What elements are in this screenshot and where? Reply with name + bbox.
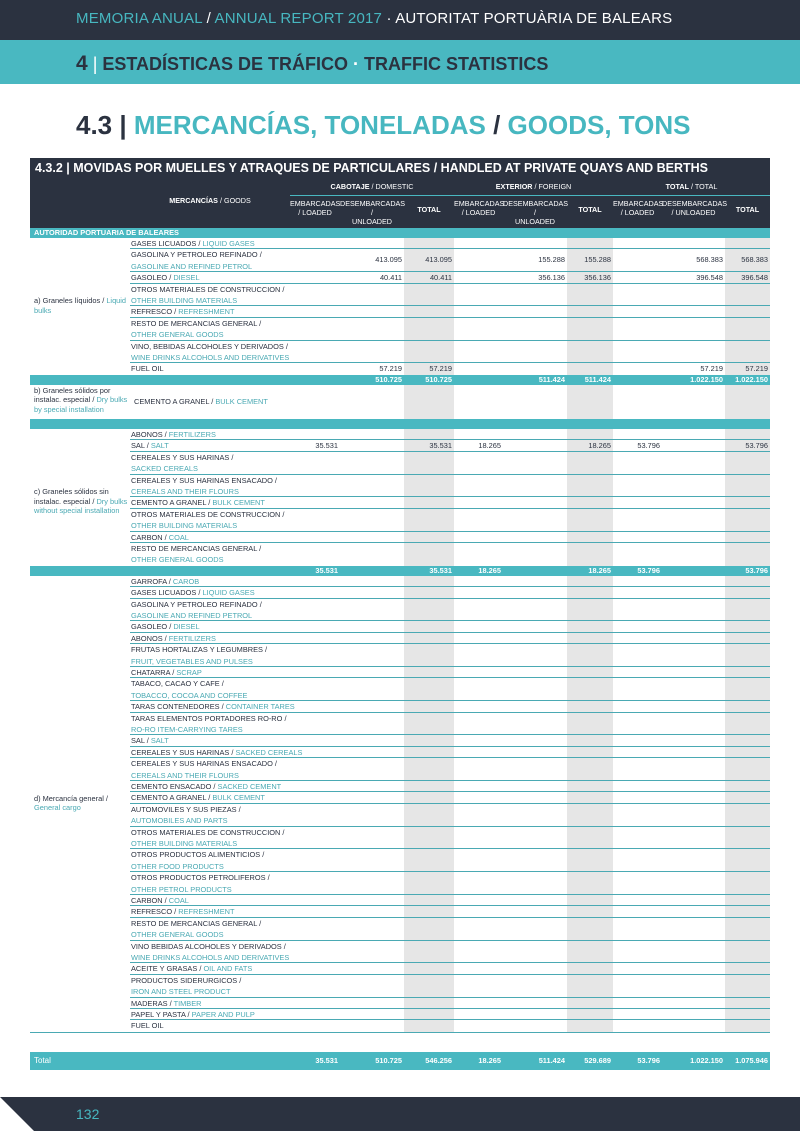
- page-footer: [0, 1097, 800, 1131]
- goods-row-label: VINO BEBIDAS ALCOHOLES Y DERIVADOS / WINE DRINKS ALCOHOLS AND DERIVATIVES: [131, 941, 290, 962]
- goods-row-label: PRODUCTOS SIDERURGICOS / IRON AND STEEL PRODUCT: [131, 975, 242, 997]
- label-es: GASOLEO /: [131, 273, 174, 283]
- label-es: FUEL OIL: [131, 1021, 164, 1031]
- label-es: FUEL OIL: [131, 364, 164, 374]
- label-en: REFRESHMENT: [178, 907, 235, 917]
- subtotal-value: 510.725: [375, 374, 402, 384]
- goods-row-label: OTROS PRODUCTOS PETROLIFEROS / OTHER PETROL PRODUCTS: [131, 873, 270, 894]
- label-en: OIL AND FATS: [203, 964, 253, 974]
- goods-row-value: 396.548: [741, 273, 768, 283]
- header-memoria: MEMORIA ANUAL: [76, 10, 203, 27]
- group-label-3: [34, 794, 130, 828]
- label-es: CHATARRA /: [131, 668, 177, 677]
- subtotal-value: 53.796: [637, 565, 660, 575]
- total-column-shade: [567, 385, 613, 419]
- label-es: GARROFA /: [131, 576, 173, 586]
- label-en: COAL: [168, 896, 189, 905]
- goods-row-value: 568.383: [696, 255, 723, 265]
- goods-row-label: CEREALES Y SUS HARINAS / SACKED CEREALS: [131, 452, 234, 474]
- total-column-header: TOTAL: [578, 205, 602, 214]
- goods-row-label: RESTO DE MERCANCIAS GENERAL / OTHER GENERAL GOODS: [131, 544, 262, 565]
- label-en: CAROB: [172, 576, 200, 586]
- subtotal-value: 1.022.150: [690, 374, 723, 384]
- goods-row-label: OTROS PRODUCTOS ALIMENTICIOS / OTHER FOOD PRODUCTS: [131, 850, 265, 871]
- label-es: CEMENTO A GRANEL /: [131, 498, 213, 508]
- grand-total-value: 510.725: [375, 1056, 402, 1065]
- label-en: Dry bulks by special installation: [34, 395, 128, 414]
- label-es: TARAS CONTENEDORES /: [131, 702, 226, 712]
- total-column-shade: [404, 385, 454, 419]
- grand-total-value: 511.424: [538, 1056, 565, 1065]
- label-en: SALT: [150, 736, 169, 746]
- header-group-rule: [290, 195, 770, 196]
- table-title: 4.3.2 | MOVIDAS POR MUELLES Y ATRAQUES DE PARTICULARES / HANDLED AT PRIVATE QUAYS AND BERTHS: [30, 158, 770, 179]
- sub-header-loaded: EMBARCADAS / LOADED: [454, 199, 505, 217]
- label-es: SAL /: [131, 441, 151, 451]
- subtotal-band: [30, 419, 770, 429]
- label-en: BULK CEMENT: [212, 793, 265, 803]
- footer-corner-decoration: [0, 1097, 34, 1131]
- label-en: LIQUID GASES: [202, 239, 255, 248]
- goods-row-label: [131, 1020, 331, 1031]
- label-en: SACKED CEREALS: [235, 747, 303, 757]
- label-en: BULK CEMENT: [212, 498, 265, 508]
- goods-row-label: AUTOMOVILES Y SUS PIEZAS / AUTOMOBILES AND PARTS: [131, 804, 241, 826]
- group-label-1: [34, 386, 130, 420]
- goods-row-value: 396.548: [696, 273, 723, 283]
- total-column-shade: [725, 576, 770, 1032]
- sub-header-unloaded2: DESEMBARCADAS / UNLOADED: [503, 199, 569, 226]
- header-slash: /: [202, 10, 215, 27]
- page-title: [76, 110, 691, 141]
- sub-header-unloaded: DESEMBARCADAS / UNLOADED: [340, 199, 406, 226]
- subtotal-value: 1.022.150: [735, 374, 768, 384]
- goods-row-label: FRUTAS HORTALIZAS Y LEGUMBRES / FRUIT, VEGETABLES AND PULSES: [131, 645, 268, 666]
- goods-row-value: 356.136: [538, 273, 565, 283]
- grand-total-value: 35.531: [315, 1056, 338, 1065]
- section-title: [76, 52, 548, 76]
- label-en: SALT: [150, 441, 169, 451]
- label-es: ABONOS /: [131, 430, 169, 439]
- goods-row-label: VINO, BEBIDAS ALCOHOLES Y DERIVADOS / WINE DRINKS ALCOHOLS AND DERIVATIVES: [131, 341, 290, 362]
- subtotal-value: 510.725: [425, 374, 452, 384]
- total-column-header: TOTAL: [417, 205, 441, 214]
- goods-row-value: 35.531: [315, 441, 338, 451]
- label-en: DIESEL: [173, 273, 200, 283]
- label-en: PAPER AND PULP: [191, 1010, 255, 1019]
- subtotal-value: 35.531: [429, 565, 452, 575]
- goods-row-value: 155.288: [538, 255, 565, 265]
- header-annual-report: ANNUAL REPORT 2017: [214, 10, 383, 27]
- sub-header-loaded: EMBARCADAS / LOADED: [613, 199, 664, 217]
- label-en: FERTILIZERS: [168, 430, 216, 439]
- page-title-number: 4.3 |: [76, 110, 134, 140]
- goods-row-value: 53.796: [637, 441, 660, 451]
- label-en: General cargo: [34, 803, 81, 813]
- label-en: REFRESHMENT: [178, 307, 235, 317]
- goods-row-label: TARAS ELEMENTOS PORTADORES RO-RO / RO-RO ITEM-CARRYING TARES: [131, 713, 287, 734]
- goods-row-value: 35.531: [429, 441, 452, 451]
- label-es: CEMENTO ENSACADO /: [131, 782, 218, 791]
- label-es: GASOLEO /: [131, 622, 174, 632]
- section-title-es: ESTADÍSTICAS DE TRÁFICO: [102, 54, 349, 74]
- subtotal-value: 18.265: [588, 565, 611, 575]
- subtotal-value: 18.265: [478, 565, 501, 575]
- goods-column-header: MERCANCÍAS / GOODS: [169, 196, 251, 205]
- section-dot: ·: [348, 54, 365, 74]
- header-authority: · AUTORITAT PORTUÀRIA DE BALEARS: [382, 10, 673, 27]
- label-en: DIESEL: [173, 622, 200, 632]
- page-title-en: GOODS, TONS: [507, 110, 691, 140]
- grand-total-value: 1.022.150: [690, 1056, 723, 1065]
- label-en: BULK CEMENT: [215, 396, 268, 406]
- label-en: Dry bulks without special installation: [34, 496, 128, 516]
- total-column-shade: [567, 576, 613, 1032]
- goods-row-label: GASOLINA Y PETROLEO REFINADO / GASOLINE AND REFINED PETROL: [131, 250, 262, 271]
- goods-row-value: 18.265: [478, 441, 501, 451]
- goods-row-label: RESTO DE MERCANCIAS GENERAL / OTHER GENERAL GOODS: [131, 918, 262, 940]
- label-en: CONTAINER TARES: [225, 702, 295, 712]
- sub-header-unloaded3: DESEMBARCADAS / UNLOADED: [662, 199, 728, 217]
- label-en: Liquid bulks: [34, 296, 127, 315]
- label-es: REFRESCO /: [131, 907, 179, 917]
- group-label-2: [34, 487, 130, 521]
- label-es: MADERAS /: [131, 998, 174, 1008]
- grand-total-value: 18.265: [478, 1056, 501, 1065]
- label-es: GASES LICUADOS /: [131, 588, 203, 598]
- subtotal-value: 511.424: [538, 374, 565, 384]
- goods-row-label: OTROS MATERIALES DE CONSTRUCCION / OTHER BUILDING MATERIALS: [131, 509, 285, 531]
- page-title-slash: /: [485, 110, 508, 140]
- grand-total-value: 546.256: [425, 1056, 452, 1065]
- label-en: SACKED CEMENT: [217, 782, 282, 791]
- subtotal-value: 53.796: [745, 565, 768, 575]
- label-es: SAL /: [131, 736, 151, 746]
- goods-row-value: 18.265: [588, 441, 611, 451]
- goods-row-value: 155.288: [584, 255, 611, 265]
- goods-row-label: CEREALES Y SUS HARINAS ENSACADO / CEREALS AND THEIR FLOURS: [131, 475, 277, 496]
- label-en: SCRAP: [176, 668, 202, 677]
- total-group-header: TOTAL / TOTAL: [665, 182, 718, 191]
- grand-total-value: 53.796: [637, 1056, 660, 1065]
- label-es: REFRESCO /: [131, 307, 179, 317]
- goods-row-value: 356.136: [584, 273, 611, 283]
- page-title-es: MERCANCÍAS, TONELADAS: [133, 110, 486, 140]
- goods-row-value: 568.383: [741, 255, 768, 265]
- label-es: CARBON /: [131, 532, 169, 542]
- section-title-en: TRAFFIC STATISTICS: [364, 54, 549, 74]
- goods-row-label: [131, 385, 334, 419]
- label-es: a) Graneles líquidos /: [34, 296, 107, 306]
- goods-row-value: 57.219: [379, 364, 402, 374]
- sub-header-loaded: EMBARCADAS / LOADED: [290, 199, 341, 217]
- row-rule: [30, 1032, 770, 1033]
- report-header-title: [76, 10, 672, 27]
- label-es: d) Mercancía general /: [34, 793, 108, 803]
- label-es: c) Graneles sólidos sin instalac. especial /: [34, 487, 109, 506]
- page-number: 132: [76, 1106, 100, 1122]
- goods-row-label: [131, 363, 331, 374]
- label-en: COAL: [168, 532, 189, 542]
- subtotal-value: 511.424: [584, 374, 611, 384]
- goods-row-label: OTROS MATERIALES DE CONSTRUCCION / OTHER BUILDING MATERIALS: [131, 827, 285, 848]
- label-es: ACEITE Y GRASAS /: [131, 964, 204, 974]
- goods-row-label: TABACO, CACAO Y CAFE / TOBACCO, COCOA AND COFFEE: [131, 679, 248, 700]
- grand-total-label: Total: [34, 1056, 51, 1065]
- label-es: b) Graneles sólidos por instalac. especial /: [34, 385, 111, 405]
- group-label-0: [34, 296, 130, 330]
- goods-row-label: GASOLINA Y PETROLEO REFINADO / GASOLINE AND REFINED PETROL: [131, 599, 262, 620]
- report-header-bar: [0, 0, 800, 40]
- goods-row-label: OTROS MATERIALES DE CONSTRUCCION / OTHER BUILDING MATERIALS: [131, 284, 285, 305]
- subtotal-value: 35.531: [315, 565, 338, 575]
- total-column-header: TOTAL: [735, 205, 760, 214]
- section-number: 4: [76, 52, 88, 75]
- label-es: GASES LICUADOS /: [131, 239, 203, 248]
- label-es: ABONOS /: [131, 633, 169, 643]
- domestic-group-header: CABOTAJE / DOMESTIC: [330, 182, 414, 191]
- authority-label: AUTORIDAD PORTUARIA DE BALEARES: [34, 228, 179, 237]
- label-es: CARBON /: [131, 896, 169, 905]
- label-es: CEREALES Y SUS HARINAS /: [131, 747, 236, 757]
- label-en: LIQUID GASES: [202, 588, 255, 598]
- grand-total-value: 529.689: [584, 1056, 611, 1065]
- goods-row-value: 57.219: [745, 364, 768, 374]
- section-bar: [0, 40, 800, 84]
- goods-row-label: RESTO DE MERCANCIAS GENERAL / OTHER GENERAL GOODS: [131, 318, 262, 340]
- foreign-group-header: EXTERIOR / FOREIGN: [495, 182, 572, 191]
- goods-row-label: CEREALES Y SUS HARINAS ENSACADO / CEREALS AND THEIR FLOURS: [131, 759, 277, 780]
- label-en: FERTILIZERS: [168, 633, 216, 643]
- goods-row-value: 413.095: [425, 255, 452, 265]
- goods-row-value: 40.411: [379, 273, 402, 283]
- total-column-shade: [725, 385, 770, 419]
- grand-total-value: 1.075.946: [735, 1056, 768, 1065]
- total-column-shade: [404, 576, 454, 1032]
- label-es: CEMENTO A GRANEL /: [131, 793, 213, 803]
- goods-row-value: 40.411: [429, 273, 452, 283]
- goods-row-value: 53.796: [745, 441, 768, 451]
- label-es: CEMENTO A GRANEL /: [134, 396, 216, 406]
- section-separator: |: [87, 54, 103, 74]
- label-es: PAPEL Y PASTA /: [131, 1010, 192, 1019]
- goods-row-value: 413.095: [375, 255, 402, 265]
- goods-row-value: 57.219: [700, 364, 723, 374]
- label-en: TIMBER: [173, 998, 202, 1008]
- goods-row-value: 57.219: [429, 364, 452, 374]
